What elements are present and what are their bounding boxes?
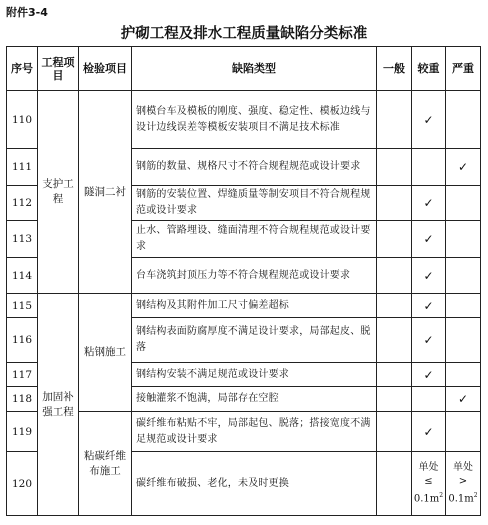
severe-threshold-note [446,452,481,516]
row-number: 112 [7,186,38,221]
group-reinforce: 加固补强工程 [38,294,79,516]
defect-desc: 钢结构及其附件加工尺寸偏差超标 [132,294,377,318]
group-support: 支护工程 [38,91,79,294]
major-check: ✓ [412,318,446,363]
general-cell [377,91,412,149]
major-cell [412,387,446,412]
major-check: ✓ [412,221,446,258]
major-check: ✓ [412,294,446,318]
row-number: 115 [7,294,38,318]
row-number: 116 [7,318,38,363]
table-row [7,91,481,149]
note-value: $0.1m^2$ [448,491,478,505]
severe-cell [446,294,481,318]
defect-desc: 钢结构表面防腐厚度不满足设计要求，局部起皮、脱落 [132,318,377,363]
general-cell [377,294,412,318]
defect-desc: 钢筋的数量、规格尺寸不符合规程规范或设计要求 [132,149,377,186]
header-general: 一般 [377,47,412,91]
general-cell [377,412,412,452]
general-cell [377,387,412,412]
row-number: 118 [7,387,38,412]
general-cell [377,221,412,258]
general-cell [377,258,412,294]
note-text: 单处 [418,461,439,473]
general-cell [377,452,412,516]
header-project: 工程项目 [38,47,79,91]
severe-cell [446,91,481,149]
item-carbon-fiber: 粘碳纤维布施工 [79,412,132,516]
major-check: ✓ [412,363,446,387]
row-number: 113 [7,221,38,258]
header-defect: 缺陷类型 [132,47,377,91]
severe-check: ✓ [446,387,481,412]
table-row [7,412,481,452]
table-row [7,294,481,318]
item-steel-bond: 粘钢施工 [79,294,132,412]
header-major: 较重 [412,47,446,91]
major-check: ✓ [412,91,446,149]
table-header-row [7,47,481,91]
severe-check: ✓ [446,149,481,186]
note-operator: ≤ [424,475,433,487]
defect-table [6,46,481,516]
row-number: 111 [7,149,38,186]
page-title: 护砌工程及排水工程质量缺陷分类标准 [120,26,368,42]
severe-cell [446,221,481,258]
item-tunnel-lining: 隧洞二衬 [79,91,132,294]
defect-desc: 碳纤维布粘贴不牢，局部起包、脱落；搭接宽度不满足规范或设计要求 [132,412,377,452]
row-number: 114 [7,258,38,294]
defect-desc: 台车浇筑封顶压力等不符合规程规范或设计要求 [132,258,377,294]
general-cell [377,318,412,363]
row-number: 120 [7,452,38,516]
row-number: 119 [7,412,38,452]
defect-desc: 钢模台车及模板的刚度、强度、稳定性、模板边线与设计边线误差等模板安装项目不满足技术标准 [132,91,377,149]
general-cell [377,149,412,186]
general-cell [377,363,412,387]
defect-desc: 止水、管路埋设、缝面清理不符合规程规范或设计要求 [132,221,377,258]
header-seq: 序号 [7,47,38,91]
note-operator: > [458,475,468,487]
major-check: ✓ [412,186,446,221]
note-value: $0.1m^2$ [413,491,444,505]
note-text: 单处 [453,461,473,473]
header-severe: 严重 [446,47,481,91]
defect-desc: 碳纤维布破损、老化，未及时更换 [132,452,377,516]
row-number: 110 [7,91,38,149]
major-threshold-note [412,452,446,516]
general-cell [377,186,412,221]
annex-label: 附件3-4 [6,6,48,19]
defect-desc: 钢筋的安装位置、焊缝质量等制安项目不符合规程规范或设计要求 [132,186,377,221]
defect-desc: 钢结构安装不满足规范或设计要求 [132,363,377,387]
severe-cell [446,363,481,387]
row-number: 117 [7,363,38,387]
defect-desc: 接触灌浆不饱满，局部存在空腔 [132,387,377,412]
header-inspect: 检验项目 [79,47,132,91]
severe-cell [446,318,481,363]
major-cell [412,149,446,186]
major-check: ✓ [412,412,446,452]
major-check: ✓ [412,258,446,294]
severe-cell [446,412,481,452]
severe-cell [446,186,481,221]
severe-cell [446,258,481,294]
